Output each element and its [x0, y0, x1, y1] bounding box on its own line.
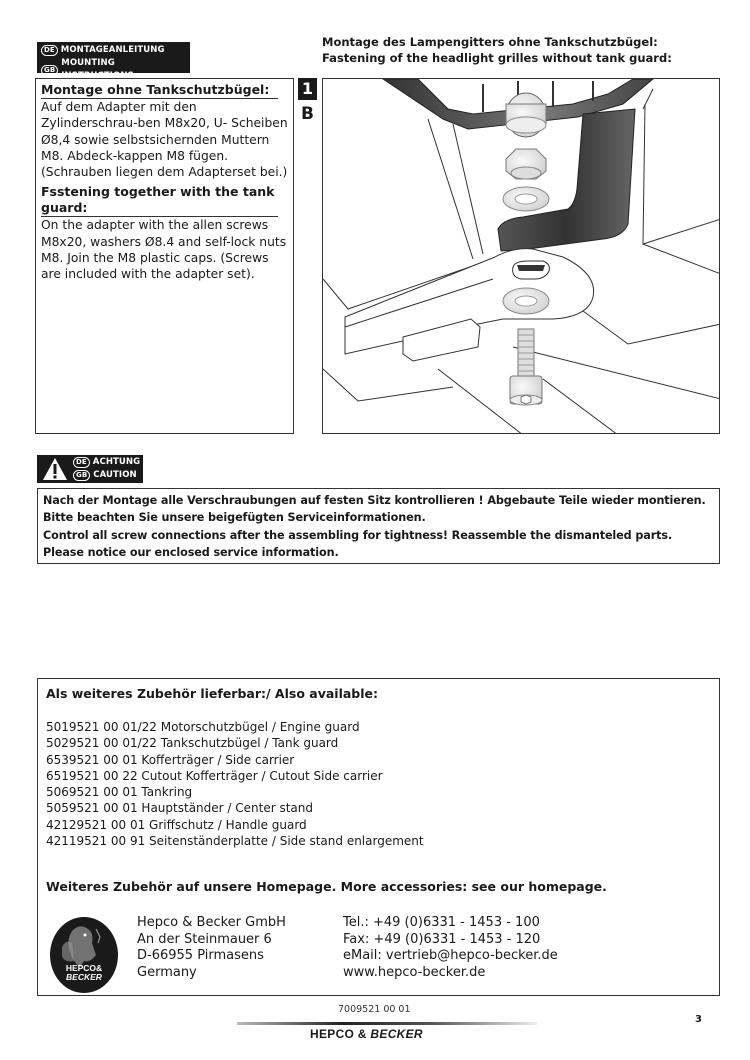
footer-brand-logo: HEPCO & BECKER [310, 1027, 423, 1041]
logo-text: HEPCO& BECKER [65, 963, 103, 982]
instructions-heading-de: Montage ohne Tankschutzbügel: [41, 82, 278, 99]
accessories-list [46, 719, 711, 849]
assembly-illustration [322, 78, 720, 434]
caution-row-de [73, 456, 140, 469]
footer-divider [237, 1022, 537, 1025]
step-letter: B [301, 104, 314, 124]
caution-row-gb [73, 469, 140, 482]
instructions-text-en: On the adapter with the allen screws M8x20, washers Ø8.4 and self-lock nuts M8. Join the M8 plastic caps. (Screws are included with the adapter set). [41, 218, 287, 282]
hepco-becker-logo [50, 917, 118, 993]
company-contact-details [343, 915, 558, 981]
step-number: 1 [298, 78, 317, 100]
accessory-item: 42129521 00 01 Griffschutz / Handle guard [46, 817, 307, 832]
lang-row-de [41, 44, 186, 57]
accessories-title: Als weiteres Zubehör lieferbar:/ Also available: [46, 686, 379, 701]
accessory-item: 5069521 00 01 Tankring [46, 785, 193, 800]
de-flag-badge: DE [73, 457, 90, 468]
company-street: An der Steinmauer 6 [137, 931, 272, 947]
caution-line: Bitte beachten Sie unsere beigefügten Serviceinformationen. [43, 511, 426, 524]
warning-triangle-icon [37, 455, 73, 483]
accessory-item: 42119521 00 91 Seitenständerplatte / Side stand enlargement [46, 834, 424, 849]
caution-box [37, 488, 720, 564]
figure-title-de: Montage des Lampengitters ohne Tankschutzbügel: [322, 35, 658, 49]
company-contact [46, 909, 706, 989]
instructions-heading-en: Fsstening together with the tank guard: [41, 184, 278, 217]
company-country: Germany [137, 964, 197, 980]
accessory-item: 5029521 00 01/22 Tankschutzbügel / Tank guard [46, 736, 339, 751]
caution-labels [73, 456, 140, 482]
language-banner [37, 42, 190, 81]
headlight-grille-mount-drawing [323, 79, 720, 434]
caution-line: Please notice our enclosed service information. [43, 546, 339, 559]
caution-line: Control all screw connections after the assembling for tightness! Reassemble the dismanteled parts. [43, 529, 673, 542]
company-phone: Tel.: +49 (0)6331 - 1453 - 100 [343, 915, 540, 930]
company-city: D-66955 Pirmasens [137, 948, 264, 963]
accessory-item: 6519521 00 22 Cutout Kofferträger / Cutout Side carrier [46, 768, 383, 783]
title-de: MONTAGEANLEITUNG [60, 45, 165, 55]
accessory-item: 5059521 00 01 Hauptständer / Center stand [46, 801, 313, 816]
caution-label-de: ACHTUNG [92, 457, 141, 467]
more-accessories-note: Weiteres Zubehör auf unsere Homepage. More accessories: see our homepage. [46, 879, 607, 895]
accessory-item: 6539521 00 01 Kofferträger / Side carrier [46, 752, 295, 767]
caution-banner [37, 455, 143, 483]
figure-title-en: Fastening of the headlight grilles without tank guard: [322, 51, 672, 65]
company-address [137, 915, 286, 981]
company-name: Hepco & Becker GmbH [137, 915, 286, 930]
accessories-box [37, 678, 720, 996]
company-fax: Fax: +49 (0)6331 - 1453 - 120 [343, 931, 541, 947]
gb-flag-badge: GB [73, 470, 90, 481]
caution-label-gb: CAUTION [93, 470, 137, 480]
company-website[interactable]: www.hepco-becker.de [343, 964, 486, 980]
document-number: 7009521 00 01 [338, 1004, 411, 1015]
de-flag-badge: DE [41, 45, 58, 56]
instructions-text-de: Auf dem Adapter mit den Zylinderschrau-ben M8x20, U- Scheiben Ø8,4 sowie selbstsichernden Muttern M8. Abdeck-kappen M8 fügen. (Schrauben liegen dem Adapterset bei.) [41, 100, 288, 180]
accessory-item: 5019521 00 01/22 Motorschutzbügel / Engine guard [46, 720, 360, 734]
page-number: 3 [695, 1014, 702, 1025]
figure-title [322, 34, 672, 66]
title-gb: MOUNTING INSTRUCTIONS [61, 58, 134, 81]
company-email[interactable]: eMail: vertrieb@hepco-becker.de [343, 948, 558, 963]
caution-line: Nach der Montage alle Verschraubungen auf festen Sitz kontrollieren ! Abgebaute Teile wieder montieren. [43, 494, 706, 507]
gb-flag-badge: GB [41, 65, 58, 76]
instructions-box [35, 78, 294, 434]
